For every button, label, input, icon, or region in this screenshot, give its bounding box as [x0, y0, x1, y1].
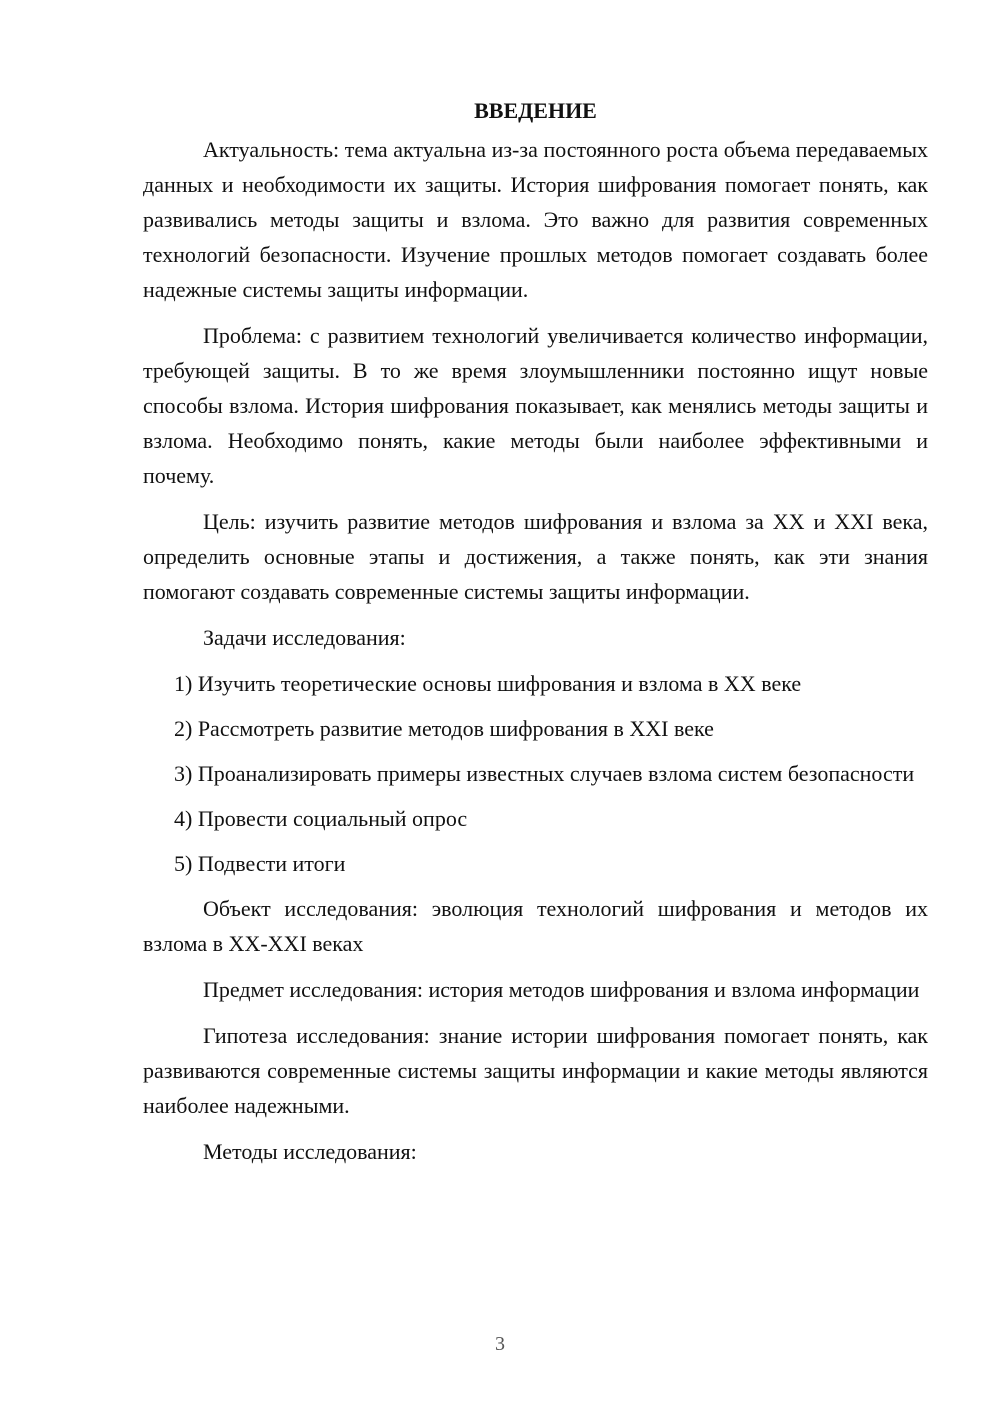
- paragraph-object: Объект исследования: эволюция технологий шифрования и методов их взлома в XX-XXI веках: [143, 896, 928, 956]
- paragraph-tasks-heading: Задачи исследования:: [203, 625, 406, 650]
- tasks-list: [143, 666, 928, 881]
- list-item: 5) Подвести итоги: [174, 851, 346, 876]
- list-item: 2) Рассмотреть развитие методов шифрования в XXI веке: [174, 716, 714, 741]
- paragraph-subject: Предмет исследования: история методов шифрования и взлома информации: [203, 977, 920, 1002]
- paragraph-goal: Цель: изучить развитие методов шифрования и взлома за XX и XXI века, определить основные этапы и достижения, а также понять, как эти знания помогают создавать современные системы защиты информации.: [143, 509, 928, 604]
- paragraph-relevance: Актуальность: тема актуальна из-за постоянного роста объема передаваемых данных и необходимости их защиты. История шифрования помогает понять, как развивались методы защиты и взлома. Это важно для развития современных технологий безопасности. Изучение прошлых методов помогает создавать более надежные системы защиты информации.: [143, 137, 928, 302]
- paragraph-problem: Проблема: с развитием технологий увеличивается количество информации, требующей защиты. В то же время злоумышленники постоянно ищут новые способы взлома. История шифрования показывает, как менялись методы защиты и взлома. Необходимо понять, какие методы были наиболее эффективными и почему.: [143, 323, 928, 488]
- list-item: 3) Проанализировать примеры известных случаев взлома систем безопасности: [174, 761, 915, 786]
- paragraph-hypothesis: Гипотеза исследования: знание истории шифрования помогает понять, как развиваются современные системы защиты информации и какие методы являются наиболее надежными.: [143, 1023, 928, 1118]
- list-item: 4) Провести социальный опрос: [174, 806, 468, 831]
- document-page: [143, 93, 928, 1180]
- list-item: 1) Изучить теоретические основы шифрования и взлома в XX веке: [174, 671, 802, 696]
- page-number: 3: [495, 1333, 505, 1355]
- paragraph-methods-heading: Методы исследования:: [203, 1139, 417, 1164]
- section-title: ВВЕДЕНИЕ: [474, 98, 597, 123]
